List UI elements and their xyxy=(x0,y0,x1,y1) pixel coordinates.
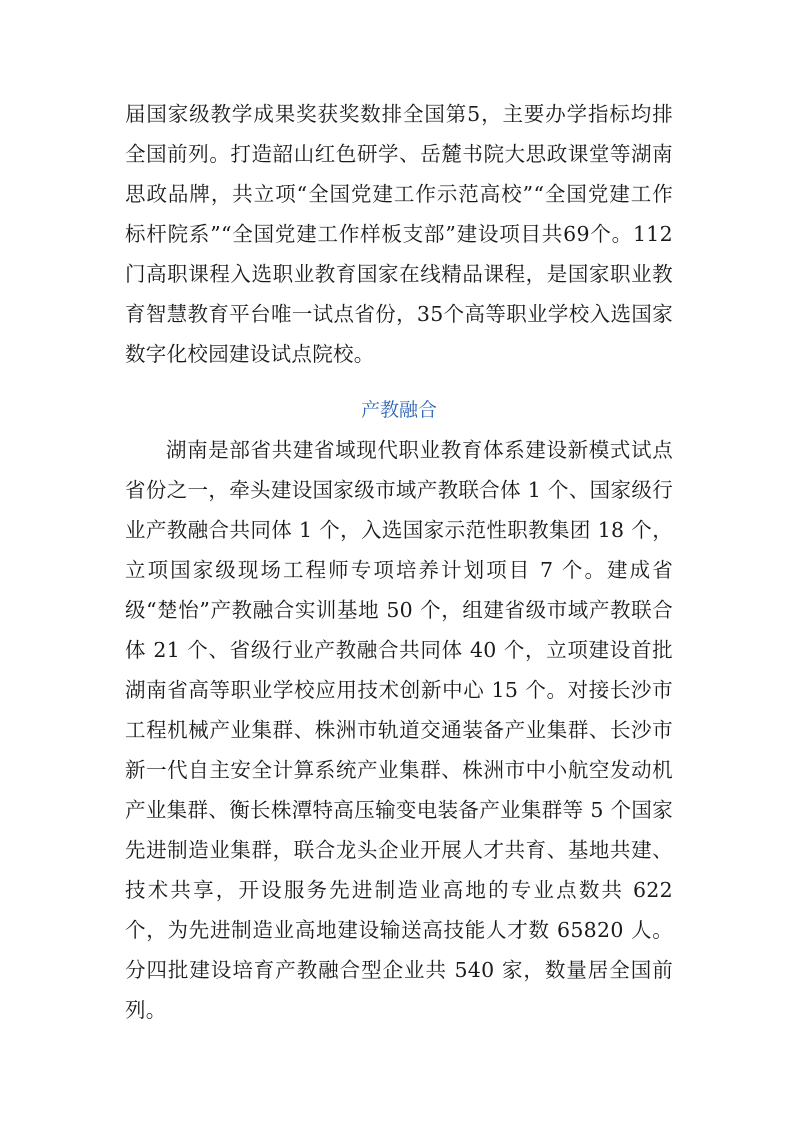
section-heading: 产教融合 xyxy=(360,399,437,421)
body-paragraph-industry-education: 湖南是部省共建省域现代职业教育体系建设新模式试点省份之一，牵头建设国家级市域产教联合体 1 个、国家级行业产教融合共同体 1 个，入选国家示范性职教集团 18 个，立项国家级现场工程师专项培养计划项目 7 个。建成省级“楚怡”产教融合实训基地 50 个，组建省级市域产教联合体 21 个、省级行业产教融合共同体 40 个，立项建设首批湖南省高等职业学校应用技术创新中心 15 个。对接长沙市工程机械产业集群、株洲市轨道交通装备产业集群、长沙市新一代自主安全计算系统产业集群、株洲市中小航空发动机产业集群、衡长株潭特高压输变电装备产业集群等 5 个国家先进制造业集群，联合龙头企业开展人才共育、基地共建、技术共享，开设服务先进制造业高地的专业点数共 622 个，为先进制造业高地建设输送高技能人才数 65820 人。分四批建设培育产教融合型企业共 540 家，数量居全国前列。 xyxy=(125,438,673,1022)
body-paragraph-continued: 届国家级教学成果奖获奖数排全国第5，主要办学指标均排全国前列。打造韶山红色研学、岳麓书院大思政课堂等湖南思政品牌，共立项“全国党建工作示范高校”“全国党建工作标杆院系”“全国党建工作样板支部”建设项目共69个。112门高职课程入选职业教育国家在线精品课程，是国家职业教育智慧教育平台唯一试点省份，35个高等职业学校入选国家数字化校园建设试点院校。 xyxy=(125,102,673,366)
